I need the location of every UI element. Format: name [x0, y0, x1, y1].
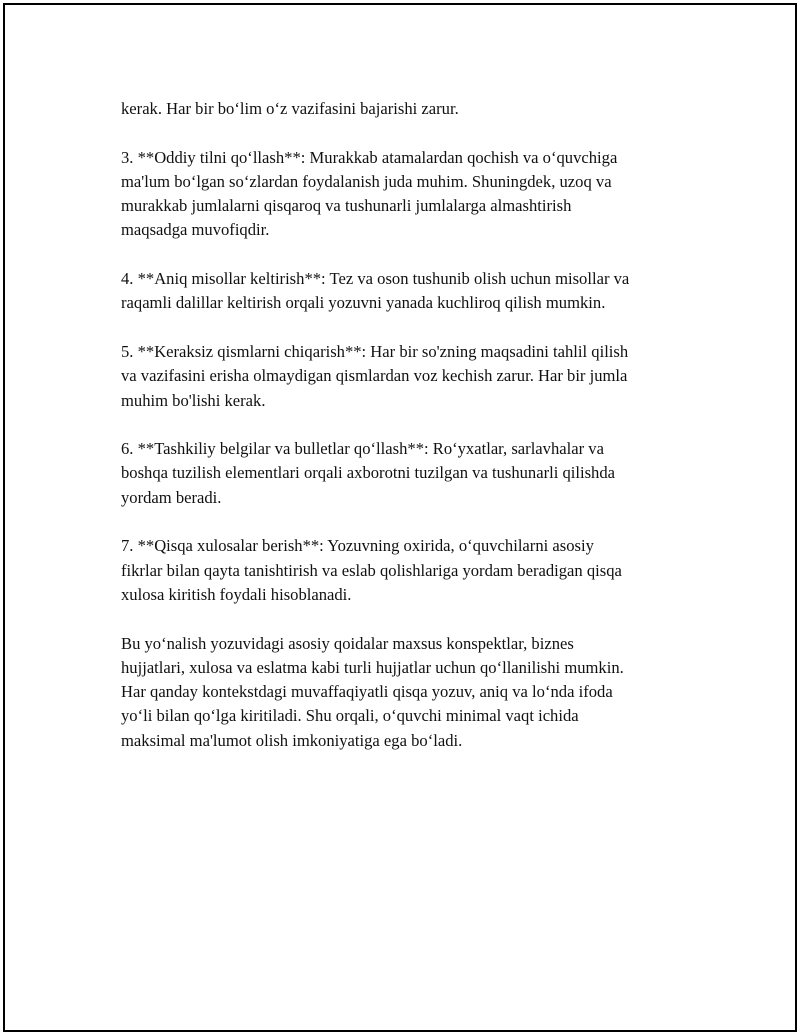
- paragraph-item-4: 4. **Aniq misollar keltirish**: Tez va oson tushunib olish uchun misollar va raqamli dalillar keltirish orqali yozuvni yanada kuchliroq qilish mumkin.: [121, 269, 630, 313]
- paragraph-item-6: 6. **Tashkiliy belgilar va bulletlar qoʻllash**: Roʻyxatlar, sarlavhalar va boshqa tuzilish elementlari orqali axborotni tuzilgan va tushunarli qilishda yordam beradi.: [121, 439, 616, 507]
- paragraph-continuation: kerak. Har bir boʻlim oʻz vazifasini bajarishi zarur.: [121, 99, 459, 118]
- paragraph-item-3: 3. **Oddiy tilni qoʻllash**: Murakkab atamalardan qochish va oʻquvchiga ma'lum boʻlgan soʻzlardan foydalanish juda muhim. Shuningdek, uzoq va murakkab jumlalarni qisqaroq va tushunarli jumlalarga almashtirish maqsadga muvofiqdir.: [121, 147, 618, 240]
- document-page: [3, 3, 797, 1032]
- paragraph-item-5: 5. **Keraksiz qismlarni chiqarish**: Har bir so'zning maqsadini tahlil qilish va vazifasini erisha olmaydigan qismlardan voz kechish zarur. Har bir jumla muhim bo'lishi kerak.: [121, 341, 629, 410]
- document-body: [121, 97, 701, 777]
- paragraph-item-7: 7. **Qisqa xulosalar berish**: Yozuvning oxirida, oʻquvchilarni asosiy fikrlar bilan qayta tanishtirish va eslab qolishlariga yordam beradigan qisqa xulosa kiritish foydali hisoblanadi.: [121, 536, 622, 604]
- paragraph-conclusion: Bu yoʻnalish yozuvidagi asosiy qoidalar maxsus konspektlar, biznes hujjatlari, xulosa va eslatma kabi turli hujjatlar uchun qoʻllanilishi mumkin. Har qanday kontekstdagi muvaffaqiyatli qisqa yozuv, aniq va loʻnda ifoda yoʻli bilan qoʻlga kiritiladi. Shu orqali, oʻquvchi minimal vaqt ichida maksimal ma'lumot olish imkoniyatiga ega boʻladi.: [121, 633, 624, 750]
